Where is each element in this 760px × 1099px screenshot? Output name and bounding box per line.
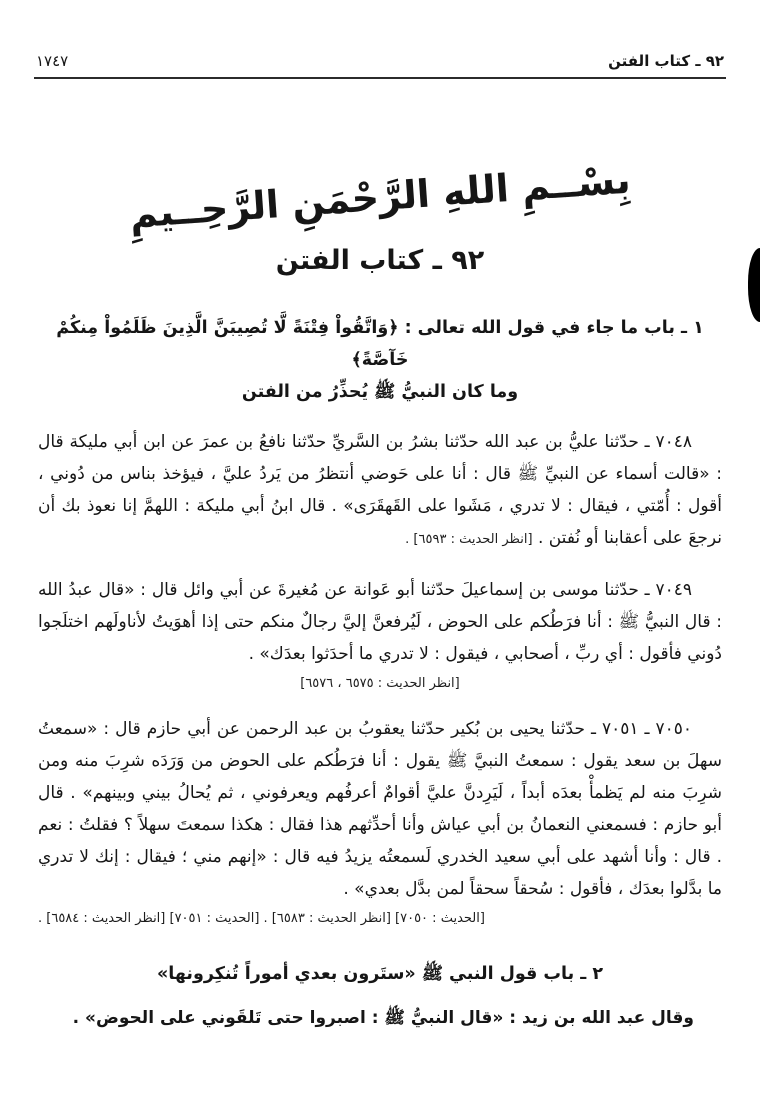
chapter-header-title: ٩٢ ـ كتاب الفتن: [608, 52, 724, 70]
hadith-7049-text: ٧٠٤٩ ـ حدّثنا موسى بن إسماعيلَ حدّثنا أبو عَوانة عن مُغيرةَ عن أبي وائل قال : «قال عبدُ الله : قال النبيُّ ﷺ : أنا فرَطُكم على الحوض ، لَيُرفعنَّ إليَّ رجالٌ منكم حتى إذا أهوَيتُ لأناولَهم اختلَجوا دُوني فأقول : أي ربِّ ، أصحابي ، فيقول : لا تدري ما أحدَثوا بعدَك» .: [38, 580, 722, 664]
bab1-title: [42, 312, 718, 408]
bab1-title-line2: وما كان النبيُّ ﷺ يُحذِّرُ من الفتن: [241, 382, 519, 402]
bab1-title-line1: ١ ـ باب ما جاء في قول الله تعالى : ﴿وَاتَّقُواْ فِتْنَةً لَّا تُصِيبَنَّ الَّذِينَ ظَلَمُواْ مِنكُمْ خَآصَّةً﴾: [56, 318, 704, 370]
kitab-title: ٩٢ ـ كتاب الفتن: [275, 245, 485, 276]
hadith-7048: [38, 426, 722, 556]
page-header: [36, 52, 724, 70]
hadith-7050-7051-ref: [الحديث : ٧٠٥٠] [انظر الحديث : ٦٥٨٣] . [الحديث : ٧٠٥١] [انظر الحديث : ٦٥٨٤] .: [38, 911, 485, 926]
hadith-7050-7051-text: ٧٠٥٠ ـ ٧٠٥١ ـ حدّثنا يحيى بن بُكير حدّثنا يعقوبُ بن عبد الرحمن عن أبي حازم قال : «سمعتُ سهلَ بن سعد يقول : سمعتُ النبيَّ ﷺ يقول : أنا فرَطُكم على الحوض من وَرَدَه شرِبَ منه ومن شرِبَ منه لم يَظمأْ بعدَه أبداً ، لَيَرِدنَّ عليَّ أقوامٌ أعرفُهم ويعرفوني ، ثم يُحالُ بيني وبينهم» . قال أبو حازم : فسمعني النعمانُ بن أبي عياش وأنا أحدِّثهم هذا فقال : هكذا سمعتَ سهلاً ؟ فقلتُ : نعم . قال : وأنا أشهد على أبي سعيد الخدري لَسمعتُه يزيدُ فيه قال : «إنهم مني ؛ فيقال : إنك لا تدري ما بدَّلوا بعدَك ، فأقول : سُحقاً سحقاً لمن بدَّل بعدي» .: [38, 719, 722, 899]
hadith-7049: [38, 574, 722, 670]
hadith-7048-text: ٧٠٤٨ ـ حدّثنا عليُّ بن عبد الله حدّثنا بشرُ بن السَّريِّ حدّثنا نافعُ بن عمرَ عن ابن أبي مليكة قال : «قالت أسماء عن النبيِّ ﷺ قال : أنا على حَوضي أنتظرُ من يَردُ عليَّ ، فيؤخذ بناس من دُوني ، أقول : أُمّتي ، فيقال : لا تدري ، مَشَوا على القَهقَرَى» . قال ابنُ أبي مليكة : اللهمَّ إنا نعوذ بك أن نرجعَ على أعقابنا أو نُفتن .: [38, 432, 722, 548]
page-number: ١٧٤٧: [36, 52, 69, 70]
bab2-title: ٢ ـ باب قول النبي ﷺ «ستَرون بعدي أموراً تُنكِرونها»: [156, 964, 604, 984]
bab2-subtitle: وقال عبد الله بن زيد : «قال النبيُّ ﷺ : اصبروا حتى تَلقَوني على الحوض» .: [72, 1008, 694, 1028]
basmala-calligraphy: بِسْــمِ اللهِ الرَّحْمَنِ الرَّحِــيمِ: [128, 157, 632, 237]
hadith-7048-ref: [انظر الحديث : ٦٥٩٣] .: [405, 532, 533, 547]
hadith-7049-ref: [انظر الحديث : ٦٥٧٥ ، ٦٥٧٦]: [300, 676, 460, 691]
header-divider: [34, 77, 726, 79]
hadith-7050-7051: [38, 713, 722, 905]
